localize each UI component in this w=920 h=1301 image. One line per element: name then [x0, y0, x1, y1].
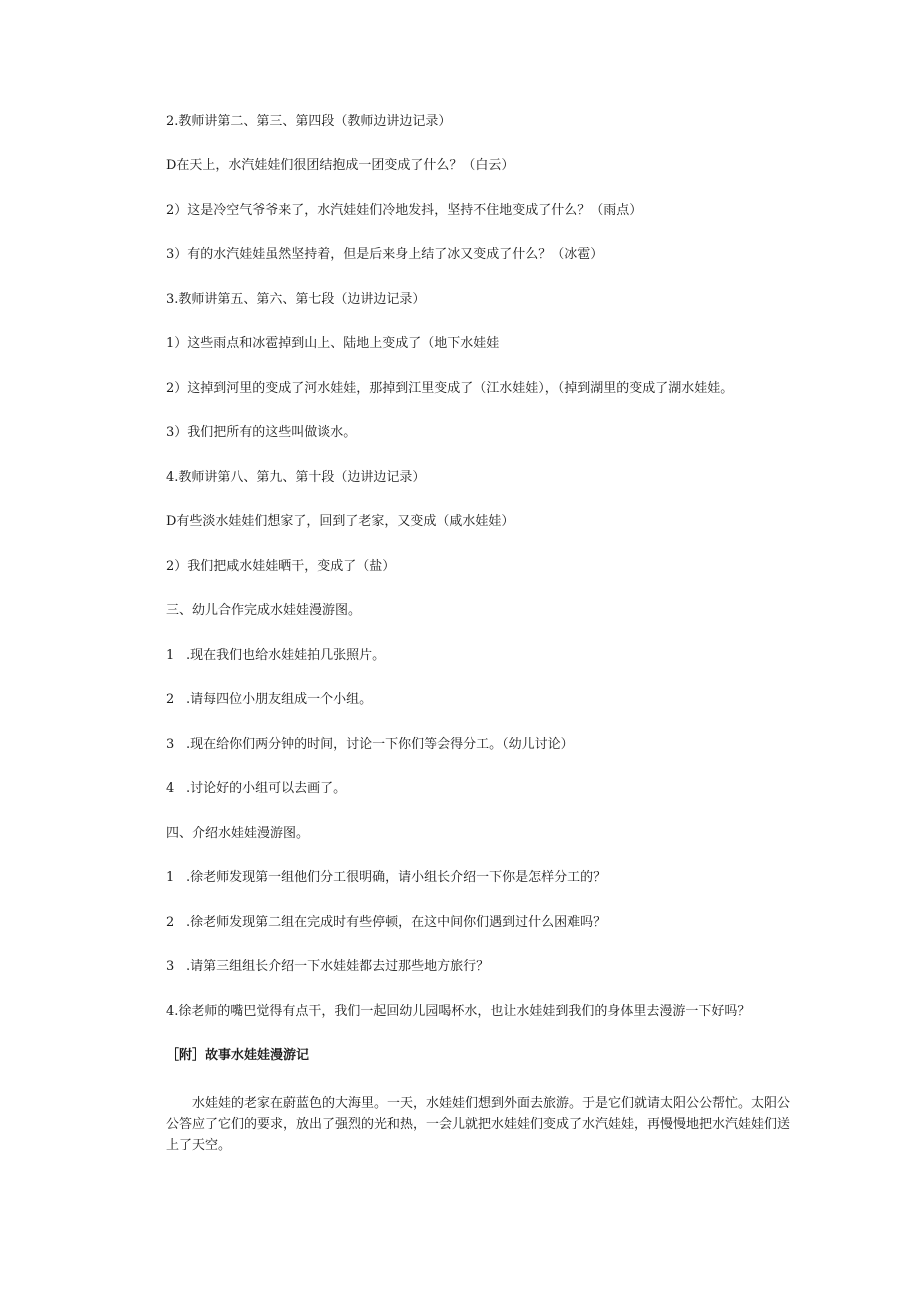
step-number: 1 — [166, 648, 175, 663]
step-text: .徐老师发现第二组在完成时有些停顿，在这中间你们遇到过什么困难吗？ — [186, 915, 607, 930]
section-4-heading: 4.教师讲第八、第九、第十段（边讲边记录） — [166, 470, 426, 485]
question-line: D有些淡水娃娃们想家了，回到了老家，又变成（咸水娃娃） — [166, 514, 515, 529]
step-text: .现在我们也给水娃娃拍几张照片。 — [186, 648, 386, 663]
step-number: 3 — [166, 737, 175, 752]
step-number: 2 — [166, 915, 175, 930]
step-item — [166, 959, 489, 975]
step-item — [166, 870, 606, 886]
question-line: 1）这些雨点和冰雹掉到山上、陆地上变成了（地下水娃娃 — [166, 336, 500, 351]
step-item — [166, 781, 346, 797]
section-2-heading: 2.教师讲第二、第三、第四段（教师边讲边记录） — [166, 114, 452, 129]
step-text: .讨论好的小组可以去画了。 — [186, 781, 347, 796]
question-line: 2）我们把咸水娃娃晒干，变成了（盐） — [166, 559, 396, 574]
section-3-heading: 3.教师讲第五、第六、第七段（边讲边记录） — [166, 292, 426, 307]
part-3-heading: 三、幼儿合作完成水娃娃漫游图。 — [166, 603, 362, 618]
step-item — [166, 692, 372, 708]
step-text: .请第三组组长介绍一下水娃娃都去过那些地方旅行？ — [186, 959, 490, 974]
question-line: D在天上，水汽娃娃们很团结抱成一团变成了什么？（白云） — [166, 158, 515, 173]
step-item — [166, 737, 574, 753]
step-number: 4 — [166, 781, 175, 796]
step-text: .现在给你们两分钟的时间，讨论一下你们等会得分工。（幼儿讨论） — [186, 737, 574, 752]
closing-line: 4.徐老师的嘴巴觉得有点干，我们一起回幼儿园喝杯水，也让水娃娃到我们的身体里去漫游一下好吗？ — [166, 1004, 751, 1019]
question-line: 3）有的水汽娃娃虽然坚持着，但是后来身上结了冰又变成了什么？（冰雹） — [166, 247, 604, 262]
step-number: 1 — [166, 870, 175, 885]
part-4-heading: 四、介绍水娃娃漫游图。 — [166, 826, 310, 841]
question-line: 2）这掉到河里的变成了河水娃娃，那掉到江里变成了（江水娃娃），（掉到湖里的变成了湖水娃娃。 — [166, 381, 734, 396]
step-number: 3 — [166, 959, 175, 974]
appendix-title: ［附］故事水娃娃漫游记 — [166, 1048, 310, 1063]
step-item — [166, 915, 606, 931]
step-text: .请每四位小朋友组成一个小组。 — [186, 692, 373, 707]
story-paragraph: 水娃娃的老家在蔚蓝色的大海里。一天，水娃娃们想到外面去旅游。于是它们就请太阳公公帮忙。太阳公公答应了它们的要求，放出了强烈的光和热，一会儿就把水娃娃们变成了水汽娃娃，再慢慢地把水汽娃娃们送上了天空。 — [166, 1096, 791, 1153]
step-text: .徐老师发现第一组他们分工很明确，请小组长介绍一下你是怎样分工的？ — [186, 870, 607, 885]
step-number: 2 — [166, 692, 175, 707]
question-line: 2）这是冷空气爷爷来了，水汽娃娃们冷地发抖，坚持不住地变成了什么？（雨点） — [166, 203, 643, 218]
question-line: 3）我们把所有的这些叫做谈水。 — [166, 425, 357, 440]
step-item — [166, 648, 385, 664]
